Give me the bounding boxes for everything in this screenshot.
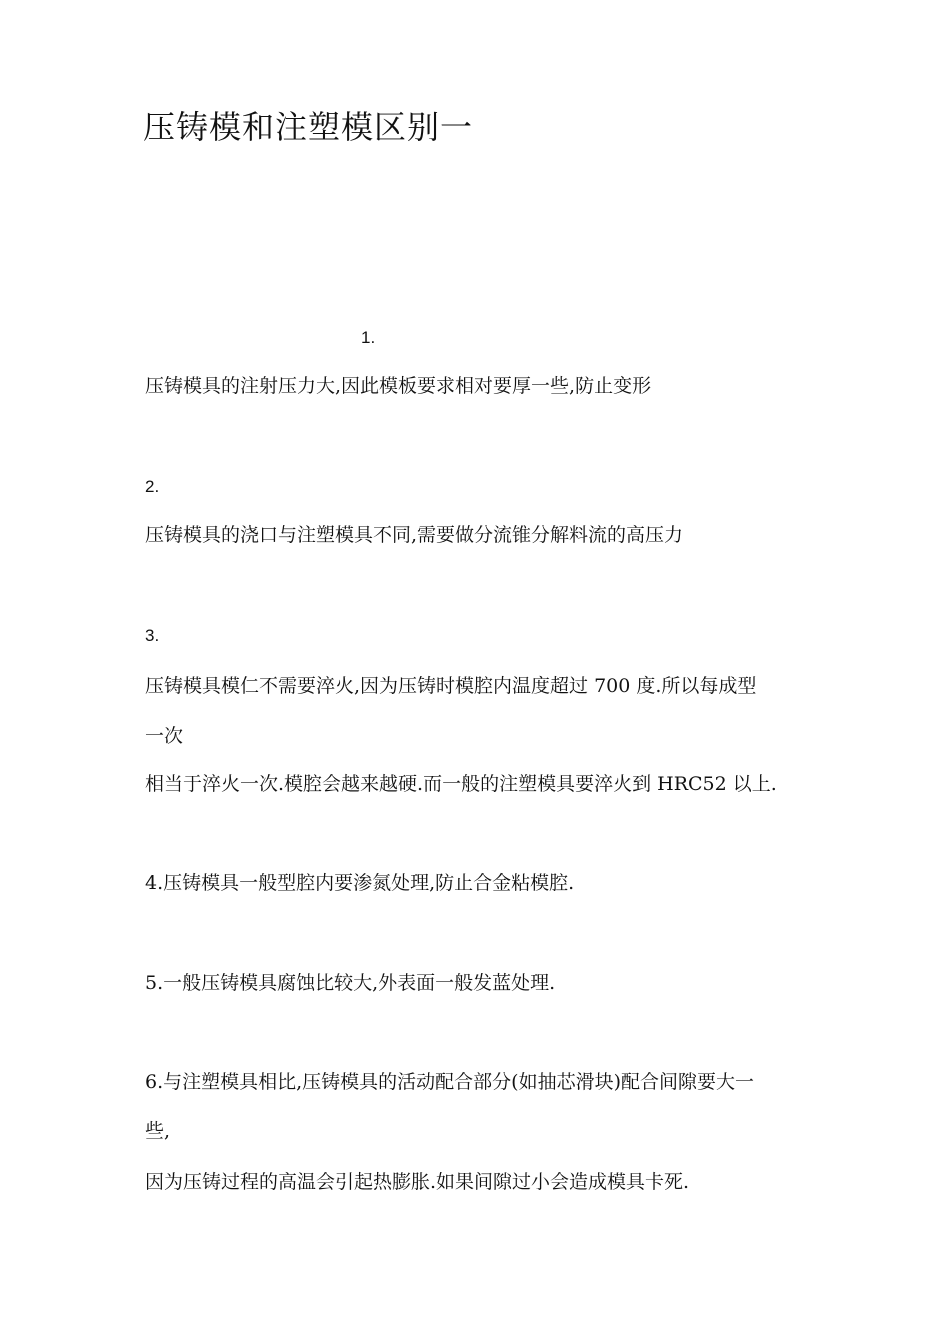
item-4-text: 4.压铸模具一般型腔内要渗氮处理,防止合金粘模腔. (145, 872, 575, 894)
item-3-text-line-3: 相当于淬火一次.模腔会越来越硬.而一般的注塑模具要淬火到 HRC52 以上. (145, 773, 777, 795)
document-title: 压铸模和注塑模区别一 (143, 108, 474, 146)
item-2-number: 2. (145, 477, 160, 496)
item-6-text-line-1: 6.与注塑模具相比,压铸模具的活动配合部分(如抽芯滑块)配合间隙要大一 (145, 1071, 754, 1093)
item-5-text: 5.一般压铸模具腐蚀比较大,外表面一般发蓝处理. (145, 972, 556, 994)
item-6-text-line-3: 因为压铸过程的高温会引起热膨胀.如果间隙过小会造成模具卡死. (145, 1171, 690, 1193)
item-2-text: 压铸模具的浇口与注塑模具不同,需要做分流锥分解料流的高压力 (145, 524, 684, 546)
item-1-number: 1. (361, 328, 376, 347)
item-3-text-line-1: 压铸模具模仁不需要淬火,因为压铸时模腔内温度超过 700 度.所以每成型 (145, 675, 757, 697)
item-3-text-line-2: 一次 (145, 725, 184, 747)
item-1-text: 压铸模具的注射压力大,因此模板要求相对要厚一些,防止变形 (145, 375, 652, 397)
item-3-number: 3. (145, 626, 160, 645)
item-6-text-line-2: 些, (145, 1120, 171, 1142)
